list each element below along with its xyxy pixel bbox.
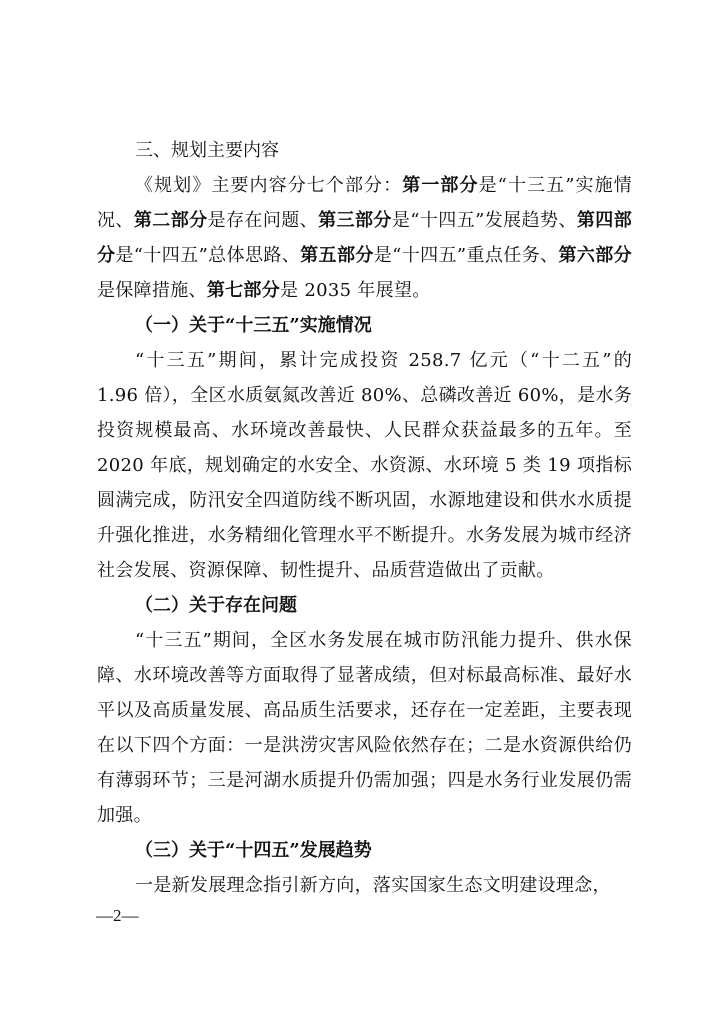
bold-run: 第四部分 [97, 210, 633, 266]
text-run: 是存在问题、 [207, 210, 319, 231]
subsection-body-1: “十三五”期间，累计完成投资 258.7 亿元（“十二五”的 1.96 倍），全区水质氨氮改善近 80%、总磷改善近 60%，是水务投资规模最高、水环境改善最快、人民群众获益最多的五年。至 2020 年底，规划确定的水安全、水资源、水环境 5 类 19 项指标圆满完成，防汛安全四道防线不断巩固，水源地建设和供水水质提升强化推进，水务精细化管理水平不断提升。水务发展为城市经济社会发展、资源保障、韧性提升、品质营造做出了贡献。 [97, 350, 632, 581]
subsection-body-2: “十三五”期间，全区水务发展在城市防汛能力提升、供水保障、水环境改善等方面取得了显著成绩，但对标最高标准、最好水平以及高质量发展、高品质生活要求，还存在一定差距，主要表现在以下四个方面：一是洪涝灾害风险依然存在；二是水资源供给仍有薄弱环节；三是河湖水质提升仍需加强；四是水务行业发展仍需加强。 [97, 630, 632, 826]
bold-run: 第三部分 [318, 210, 392, 231]
bold-run: 第五部分 [300, 245, 374, 266]
subsection-title-3: （三）关于“十四五”发展趋势 [135, 840, 372, 861]
subsection-title-2: （二）关于存在问题 [135, 595, 297, 616]
text-run: 是“十四五”总体思路、 [115, 245, 301, 266]
page-number: —2— [96, 906, 139, 925]
subsection-body-3: 一是新发展理念指引新方向，落实国家生态文明建设理念， [135, 875, 611, 896]
text-run: 是“十四五”发展趋势、 [391, 210, 577, 231]
document-body [97, 133, 632, 903]
intro-paragraph [97, 168, 632, 308]
text-run: 是 2035 年展望。 [280, 280, 431, 301]
text-run: 是保障措施、 [97, 280, 207, 301]
subsection-title-1: （一）关于“十三五”实施情况 [135, 315, 372, 336]
bold-run: 第一部分 [402, 175, 479, 196]
bold-run: 第七部分 [206, 280, 281, 301]
section-heading: 三、规划主要内容 [135, 140, 279, 161]
text-run: 是“十三五”实施情况、 [97, 175, 633, 231]
text-run: 是“十四五”重点任务、 [373, 245, 559, 266]
bold-run: 第六部分 [558, 245, 632, 266]
text-run: 《规划》主要内容分七个部分： [135, 175, 403, 196]
bold-run: 第二部分 [133, 210, 208, 231]
